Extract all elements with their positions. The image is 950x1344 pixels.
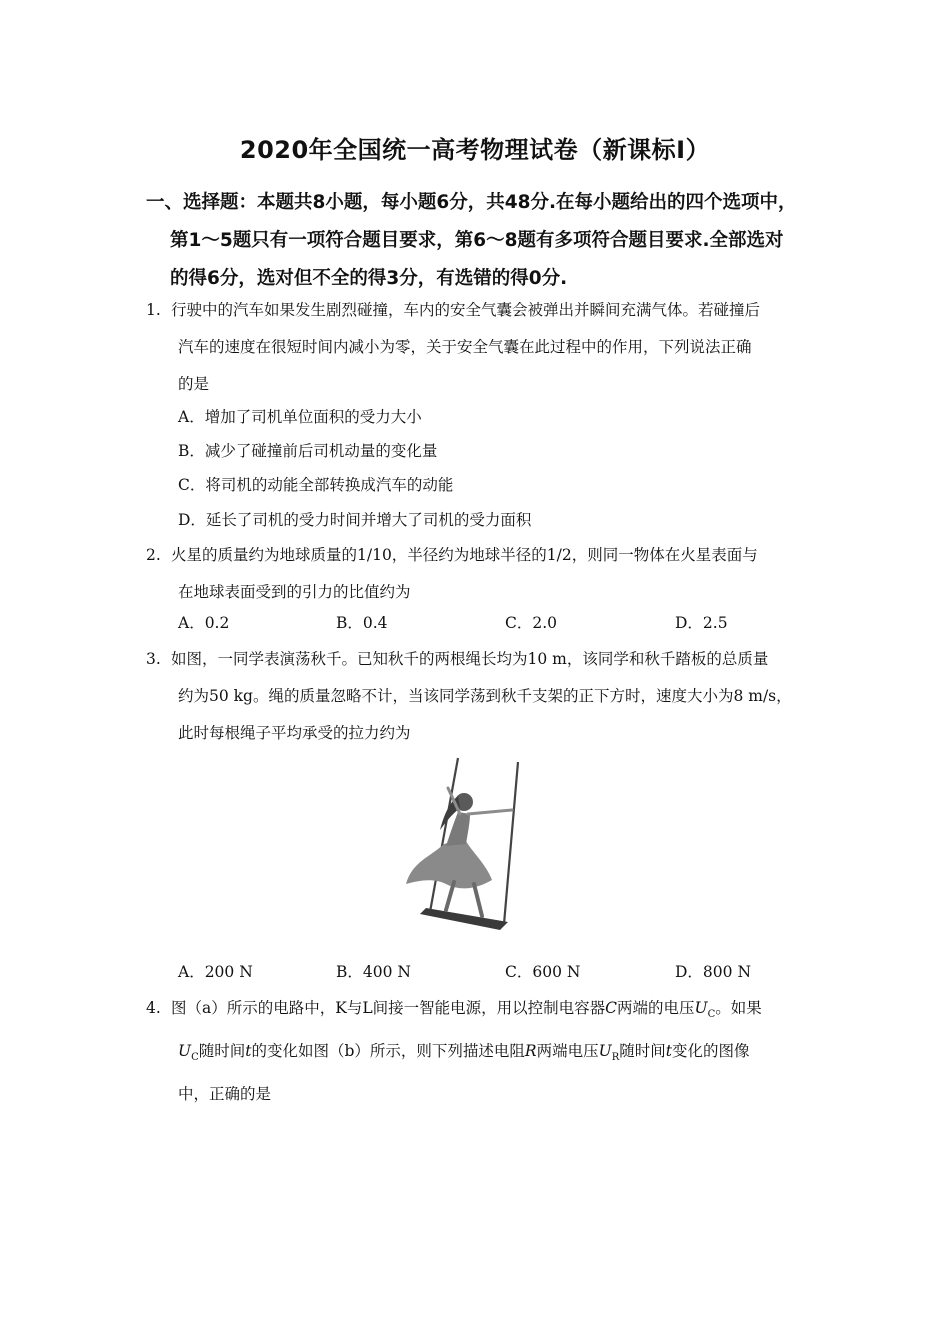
option-d: D．延长了司机的受力时间并增大了司机的受力面积 bbox=[178, 511, 532, 529]
option-d: D．2.5 bbox=[675, 614, 728, 632]
voltage-symbol: U bbox=[694, 999, 708, 1017]
right-arm bbox=[468, 810, 512, 814]
question-text: 。如果 bbox=[715, 999, 762, 1017]
question-4 bbox=[146, 990, 816, 1113]
capacitor-symbol: C bbox=[605, 999, 617, 1017]
section-line-3: 的得6分，选对但不全的得3分，有选错的得0分. bbox=[170, 268, 568, 289]
voltage-subscript: C bbox=[707, 1009, 716, 1021]
swing-illustration bbox=[400, 752, 540, 932]
option-a: A．0.2 bbox=[178, 614, 230, 632]
question-text: 的变化如图（b）所示，则下列描述电阻 bbox=[251, 1042, 525, 1061]
question-text: 两端电压 bbox=[536, 1042, 599, 1061]
question-text: 两端的电压 bbox=[617, 999, 695, 1017]
section-line-1: 一、选择题：本题共8小题，每小题6分，共48分.在每小题给出的四个选项中， bbox=[146, 192, 797, 213]
right-leg bbox=[474, 884, 482, 916]
question-text-line: 的是 bbox=[178, 375, 210, 393]
question-text: 图（a）所示的电路中，K与L间接一智能电源，用以控制电容器 bbox=[171, 999, 606, 1017]
question-text-line: 中，正确的是 bbox=[178, 1085, 272, 1104]
question-number: 2. bbox=[146, 546, 161, 564]
left-leg bbox=[446, 882, 454, 910]
question-text-line: 行驶中的汽车如果发生剧烈碰撞，车内的安全气囊会被弹出并瞬间充满气体。若碰撞后 bbox=[171, 301, 761, 319]
question-number: 3. bbox=[146, 650, 161, 668]
swing-board bbox=[420, 908, 508, 930]
voltage-symbol: U bbox=[178, 1042, 192, 1061]
section-line-2: 第1～5题只有一项符合题目要求，第6～8题有多项符合题目要求.全部选对 bbox=[170, 230, 784, 251]
question-text-line: 如图，一同学表演荡秋千。已知秋千的两根绳长均为10 m，该同学和秋千踏板的总质量 bbox=[171, 650, 769, 668]
question-text-line: 此时每根绳子平均承受的拉力约为 bbox=[178, 724, 411, 742]
question-2 bbox=[146, 537, 816, 611]
question-number: 1. bbox=[146, 301, 161, 319]
section-heading bbox=[146, 184, 826, 298]
voltage-symbol: U bbox=[598, 1042, 612, 1061]
question-text-line: 汽车的速度在很短时间内减小为零，关于安全气囊在此过程中的作用，下列说法正确 bbox=[178, 338, 752, 356]
option-a: A．增加了司机单位面积的受力大小 bbox=[178, 408, 422, 426]
question-text: 变化的图像 bbox=[671, 1042, 750, 1061]
option-c: C．600 N bbox=[505, 963, 581, 981]
voltage-subscript: R bbox=[611, 1052, 620, 1064]
option-b: B．400 N bbox=[336, 963, 411, 981]
resistor-symbol: R bbox=[524, 1042, 537, 1061]
option-d: D．800 N bbox=[675, 963, 752, 981]
question-text: 随时间 bbox=[198, 1042, 246, 1061]
question-3 bbox=[146, 641, 816, 752]
option-b: B．0.4 bbox=[336, 614, 388, 632]
option-a: A．200 N bbox=[178, 963, 253, 981]
question-text-line: 约为50 kg。绳的质量忽略不计，当该同学荡到秋千支架的正下方时，速度大小为8 m/s， bbox=[178, 687, 792, 705]
option-c: C．将司机的动能全部转换成汽车的动能 bbox=[178, 476, 454, 494]
right-rope bbox=[504, 762, 518, 924]
question-text-line: 在地球表面受到的引力的比值约为 bbox=[178, 583, 411, 601]
question-text-line: 火星的质量约为地球质量的1/10，半径约为地球半径的1/2，则同一物体在火星表面与 bbox=[171, 546, 758, 564]
time-symbol: t bbox=[245, 1042, 252, 1061]
question-text: 随时间 bbox=[619, 1042, 666, 1061]
option-c: C．2.0 bbox=[505, 614, 558, 632]
voltage-subscript: C bbox=[191, 1052, 199, 1064]
option-b: B．减少了碰撞前后司机动量的变化量 bbox=[178, 442, 438, 460]
question-1 bbox=[146, 292, 816, 403]
time-symbol: t bbox=[665, 1042, 672, 1061]
question-number: 4. bbox=[146, 999, 161, 1017]
page-title: 2020年全国统一高考物理试卷（新课标Ⅰ） bbox=[239, 136, 711, 164]
